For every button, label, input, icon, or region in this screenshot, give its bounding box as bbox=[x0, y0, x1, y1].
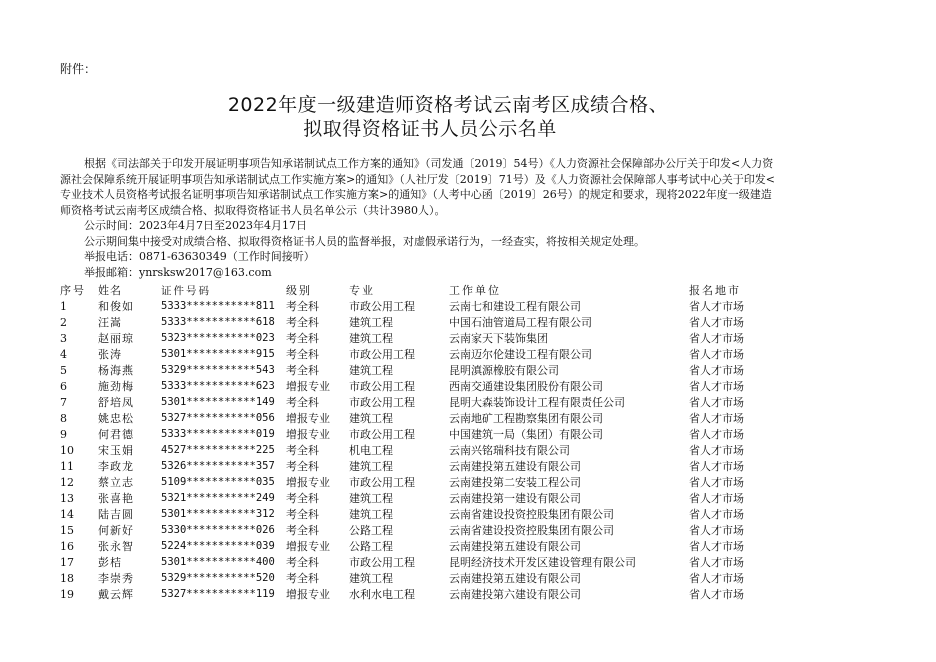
cell-col-employer: 云南地矿工程勘察集团有限公司 bbox=[449, 412, 603, 425]
cell-col-specialty: 建筑工程 bbox=[349, 332, 393, 345]
cell-col-index: 16 bbox=[60, 539, 74, 553]
cell-col-name: 舒培凤 bbox=[98, 396, 134, 409]
table-row bbox=[56, 346, 773, 362]
cell-col-index: 13 bbox=[60, 491, 74, 505]
cell-col-employer: 云南建投第五建设有限公司 bbox=[449, 540, 581, 553]
cell-col-employer: 昆明经济技术开发区建设管理有限公司 bbox=[449, 556, 636, 569]
cell-col-city: 省人才市场 bbox=[689, 508, 744, 521]
cell-col-employer: 云南兴铭瑞科技有限公司 bbox=[449, 444, 570, 457]
table-row bbox=[56, 570, 773, 586]
cell-col-index: 19 bbox=[60, 587, 74, 601]
cell-col-level: 考全科 bbox=[286, 300, 319, 313]
cell-col-employer: 云南省建设投资控股集团有限公司 bbox=[449, 524, 614, 537]
cell-col-name: 李崇秀 bbox=[98, 572, 134, 585]
cell-col-level: 考全科 bbox=[286, 348, 319, 361]
table-row bbox=[56, 426, 773, 442]
cell-col-employer: 云南建投第一建设有限公司 bbox=[449, 492, 581, 505]
cell-col-name: 汪嵩 bbox=[98, 316, 122, 329]
supervision-notice: 公示期间集中接受对成绩合格、拟取得资格证书人员的监督举报，对虚假承诺行为，一经查实，将按相关规定处理。 bbox=[84, 234, 645, 248]
table-row bbox=[56, 362, 773, 378]
header-col-specialty: 专业 bbox=[349, 284, 375, 297]
cell-col-city: 省人才市场 bbox=[689, 524, 744, 537]
cell-col-employer: 昆明滇源橡胶有限公司 bbox=[449, 364, 559, 377]
table-row bbox=[56, 378, 773, 394]
cell-col-index: 12 bbox=[60, 475, 74, 489]
cell-col-city: 省人才市场 bbox=[689, 428, 744, 441]
table-row bbox=[56, 474, 773, 490]
attachment-label: 附件： bbox=[60, 62, 97, 76]
cell-col-level: 考全科 bbox=[286, 396, 319, 409]
table-row bbox=[56, 394, 773, 410]
cell-col-specialty: 市政公用工程 bbox=[349, 476, 415, 489]
cell-col-id-number: 5329***********543 bbox=[161, 364, 275, 376]
cell-col-index: 5 bbox=[60, 363, 67, 377]
cell-col-city: 省人才市场 bbox=[689, 444, 744, 457]
table-body bbox=[56, 298, 773, 602]
cell-col-specialty: 机电工程 bbox=[349, 444, 393, 457]
table-row bbox=[56, 538, 773, 554]
cell-col-city: 省人才市场 bbox=[689, 396, 744, 409]
cell-col-index: 2 bbox=[60, 315, 67, 329]
cell-col-city: 省人才市场 bbox=[689, 348, 744, 361]
table-row bbox=[56, 522, 773, 538]
header-col-index: 序号 bbox=[60, 284, 86, 297]
cell-col-employer: 云南七和建设工程有限公司 bbox=[449, 300, 581, 313]
cell-col-level: 考全科 bbox=[286, 492, 319, 505]
intro-paragraph: 根据《司法部关于印发开展证明事项告知承诺制试点工作方案的通知》（司发通〔2019〕54号）《人力资源社会保障部办公厅关于印发<人力资源社会保障系统开展证明事项告知承诺制试点工作实施方案>的通知》（人社厅发〔2019〕71号）及《人力资源社会保障部人事考试中心关于印发<专业技术人员资格考试报名证明事项告知承诺制试点工作实施方案>的通知》（人考中心函〔2019〕26号）的规定和要求，现将2022年度一级建造师资格考试云南考区成绩合格、拟取得资格证书人员名单公示（共计3980人）。 bbox=[60, 157, 775, 217]
cell-col-index: 8 bbox=[60, 411, 67, 425]
cell-col-level: 增报专业 bbox=[286, 476, 330, 489]
report-phone: 举报电话：0871-63630349（工作时间接听） bbox=[84, 250, 315, 263]
cell-col-level: 增报专业 bbox=[286, 380, 330, 393]
cell-col-level: 增报专业 bbox=[286, 540, 330, 553]
cell-col-id-number: 4527***********225 bbox=[161, 444, 275, 456]
table-row bbox=[56, 410, 773, 426]
table-row bbox=[56, 554, 773, 570]
cell-col-employer: 云南建投第二安装工程公司 bbox=[449, 476, 581, 489]
cell-col-employer: 云南省建设投资控股集团有限公司 bbox=[449, 508, 614, 521]
cell-col-id-number: 5333***********811 bbox=[161, 300, 275, 312]
table-row bbox=[56, 506, 773, 522]
table-row bbox=[56, 586, 773, 602]
cell-col-specialty: 市政公用工程 bbox=[349, 380, 415, 393]
header-col-name: 姓名 bbox=[98, 284, 122, 297]
cell-col-id-number: 5301***********312 bbox=[161, 508, 275, 520]
cell-col-specialty: 建筑工程 bbox=[349, 572, 393, 585]
cell-col-specialty: 水利水电工程 bbox=[349, 588, 415, 601]
cell-col-index: 3 bbox=[60, 331, 67, 345]
cell-col-specialty: 建筑工程 bbox=[349, 316, 393, 329]
header-col-city: 报名地市 bbox=[689, 284, 741, 297]
cell-col-id-number: 5333***********618 bbox=[161, 316, 275, 328]
table-row bbox=[56, 490, 773, 506]
cell-col-specialty: 市政公用工程 bbox=[349, 396, 415, 409]
page-title-line-1: 2022年度一级建造师资格考试云南考区成绩合格、 bbox=[227, 94, 669, 116]
cell-col-level: 考全科 bbox=[286, 444, 319, 457]
cell-col-city: 省人才市场 bbox=[689, 572, 744, 585]
page-title-line-2: 拟取得资格证书人员公示名单 bbox=[303, 118, 557, 140]
cell-col-employer: 昆明大森装饰设计工程有限责任公司 bbox=[449, 396, 625, 409]
cell-col-city: 省人才市场 bbox=[689, 412, 744, 425]
table-header-row bbox=[56, 282, 773, 298]
cell-col-index: 10 bbox=[60, 443, 74, 457]
cell-col-level: 考全科 bbox=[286, 316, 319, 329]
cell-col-index: 18 bbox=[60, 571, 74, 585]
cell-col-employer: 西南交通建设集团股份有限公司 bbox=[449, 380, 603, 393]
cell-col-index: 15 bbox=[60, 523, 74, 537]
cell-col-name: 蔡立志 bbox=[98, 476, 134, 489]
cell-col-name: 和俊如 bbox=[98, 300, 134, 313]
cell-col-index: 14 bbox=[60, 507, 74, 521]
publicity-period: 公示时间：2023年4月7日至2023年4月17日 bbox=[84, 219, 307, 232]
intro-section bbox=[60, 156, 780, 280]
cell-col-specialty: 建筑工程 bbox=[349, 460, 393, 473]
cell-col-id-number: 5323***********023 bbox=[161, 332, 275, 344]
table-row bbox=[56, 298, 773, 314]
cell-col-level: 考全科 bbox=[286, 524, 319, 537]
cell-col-name: 何新好 bbox=[98, 524, 134, 537]
cell-col-name: 赵丽琼 bbox=[98, 332, 134, 345]
cell-col-name: 张涛 bbox=[98, 348, 122, 361]
cell-col-name: 彭桔 bbox=[98, 556, 122, 569]
cell-col-employer: 云南建投第五建设有限公司 bbox=[449, 460, 581, 473]
cell-col-index: 6 bbox=[60, 379, 67, 393]
header-col-employer: 工作单位 bbox=[449, 284, 501, 297]
cell-col-employer: 中国建筑一局（集团）有限公司 bbox=[449, 428, 603, 441]
cell-col-specialty: 市政公用工程 bbox=[349, 348, 415, 361]
cell-col-city: 省人才市场 bbox=[689, 540, 744, 553]
cell-col-level: 考全科 bbox=[286, 556, 319, 569]
cell-col-id-number: 5301***********149 bbox=[161, 396, 275, 408]
table-row bbox=[56, 458, 773, 474]
cell-col-name: 陆吉圆 bbox=[98, 508, 134, 521]
cell-col-name: 施劲梅 bbox=[98, 380, 134, 393]
cell-col-city: 省人才市场 bbox=[689, 588, 744, 601]
cell-col-index: 11 bbox=[60, 459, 74, 473]
cell-col-name: 何君德 bbox=[98, 428, 134, 441]
cell-col-id-number: 5329***********520 bbox=[161, 572, 275, 584]
cell-col-name: 李政龙 bbox=[98, 460, 134, 473]
cell-col-specialty: 公路工程 bbox=[349, 540, 393, 553]
cell-col-specialty: 建筑工程 bbox=[349, 508, 393, 521]
cell-col-city: 省人才市场 bbox=[689, 492, 744, 505]
cell-col-city: 省人才市场 bbox=[689, 476, 744, 489]
cell-col-name: 宋玉娟 bbox=[98, 444, 134, 457]
cell-col-id-number: 5327***********119 bbox=[161, 588, 275, 600]
cell-col-level: 考全科 bbox=[286, 508, 319, 521]
cell-col-name: 张喜艳 bbox=[98, 492, 134, 505]
cell-col-level: 考全科 bbox=[286, 332, 319, 345]
cell-col-level: 增报专业 bbox=[286, 588, 330, 601]
cell-col-id-number: 5333***********019 bbox=[161, 428, 275, 440]
cell-col-employer: 云南迈尔伦建设工程有限公司 bbox=[449, 348, 592, 361]
cell-col-name: 杨海燕 bbox=[98, 364, 134, 377]
cell-col-specialty: 市政公用工程 bbox=[349, 428, 415, 441]
cell-col-id-number: 5333***********623 bbox=[161, 380, 275, 392]
cell-col-index: 7 bbox=[60, 395, 67, 409]
cell-col-id-number: 5301***********915 bbox=[161, 348, 275, 360]
cell-col-employer: 云南家天下装饰集团 bbox=[449, 332, 548, 345]
cell-col-level: 考全科 bbox=[286, 364, 319, 377]
cell-col-id-number: 5327***********056 bbox=[161, 412, 275, 424]
header-col-level: 级别 bbox=[286, 284, 312, 297]
cell-col-index: 1 bbox=[60, 299, 67, 313]
cell-col-index: 4 bbox=[60, 347, 67, 361]
candidate-table bbox=[56, 282, 773, 602]
cell-col-specialty: 公路工程 bbox=[349, 524, 393, 537]
cell-col-specialty: 建筑工程 bbox=[349, 492, 393, 505]
table-row bbox=[56, 442, 773, 458]
cell-col-id-number: 5321***********249 bbox=[161, 492, 275, 504]
cell-col-id-number: 5326***********357 bbox=[161, 460, 275, 472]
cell-col-employer: 云南建投第六建设有限公司 bbox=[449, 588, 581, 601]
cell-col-employer: 中国石油管道局工程有限公司 bbox=[449, 316, 592, 329]
cell-col-level: 考全科 bbox=[286, 460, 319, 473]
cell-col-specialty: 市政公用工程 bbox=[349, 300, 415, 313]
cell-col-index: 9 bbox=[60, 427, 67, 441]
cell-col-specialty: 建筑工程 bbox=[349, 412, 393, 425]
cell-col-name: 戴云辉 bbox=[98, 588, 134, 601]
cell-col-specialty: 建筑工程 bbox=[349, 364, 393, 377]
cell-col-name: 张永智 bbox=[98, 540, 134, 553]
cell-col-id-number: 5109***********035 bbox=[161, 476, 275, 488]
header-col-id-number: 证件号码 bbox=[161, 284, 211, 297]
cell-col-id-number: 5224***********039 bbox=[161, 540, 275, 552]
cell-col-employer: 云南建投第五建设有限公司 bbox=[449, 572, 581, 585]
cell-col-name: 姚忠松 bbox=[98, 412, 134, 425]
cell-col-city: 省人才市场 bbox=[689, 364, 744, 377]
cell-col-city: 省人才市场 bbox=[689, 316, 744, 329]
cell-col-city: 省人才市场 bbox=[689, 556, 744, 569]
cell-col-id-number: 5330***********026 bbox=[161, 524, 275, 536]
cell-col-level: 考全科 bbox=[286, 572, 319, 585]
table-row bbox=[56, 330, 773, 346]
cell-col-city: 省人才市场 bbox=[689, 380, 744, 393]
cell-col-index: 17 bbox=[60, 555, 74, 569]
cell-col-city: 省人才市场 bbox=[689, 332, 744, 345]
cell-col-city: 省人才市场 bbox=[689, 300, 744, 313]
cell-col-level: 增报专业 bbox=[286, 412, 330, 425]
cell-col-specialty: 市政公用工程 bbox=[349, 556, 415, 569]
cell-col-level: 增报专业 bbox=[286, 428, 330, 441]
report-email: 举报邮箱：ynrsksw2017@163.com bbox=[84, 265, 272, 279]
cell-col-city: 省人才市场 bbox=[689, 460, 744, 473]
table-row bbox=[56, 314, 773, 330]
cell-col-id-number: 5301***********400 bbox=[161, 556, 275, 568]
